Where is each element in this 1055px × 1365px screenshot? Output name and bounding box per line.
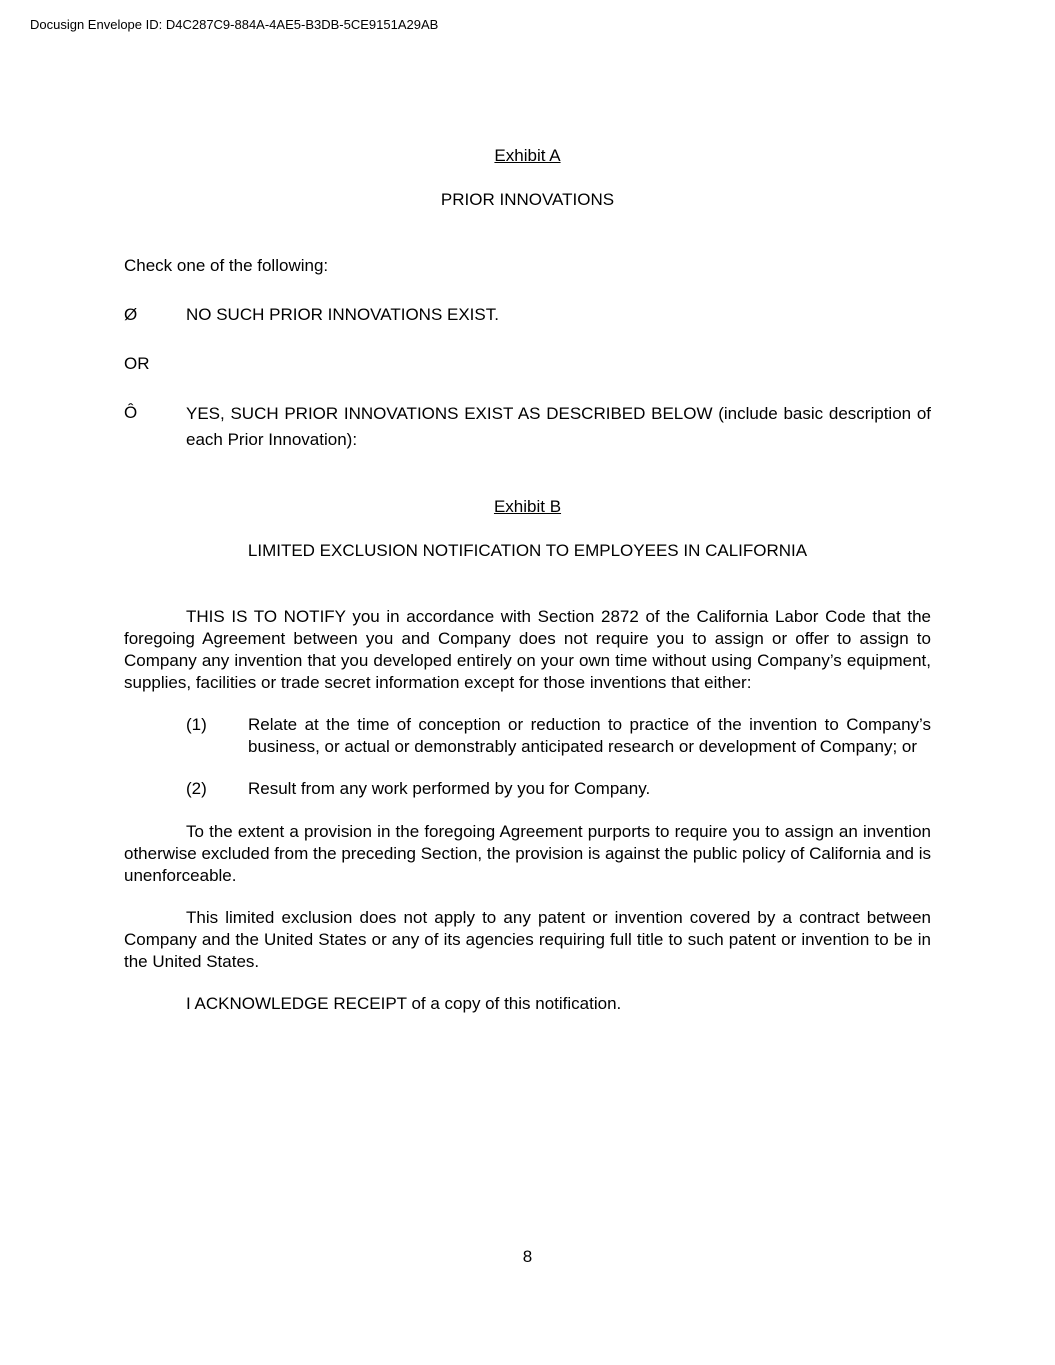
public-policy-paragraph: To the extent a provision in the foregoing Agreement purports to require you to assign an invention otherwise excluded from the preceding Section, the provision is against the public policy of California and is unenforceable. xyxy=(124,822,932,885)
exclusion-paragraph: This limited exclusion does not apply to any patent or invention covered by a contract between Company and the United States or any of its agencies requiring full title to such patent or invention to be in the United States. xyxy=(124,908,931,971)
list-item-text: Result from any work performed by you for Company. xyxy=(248,779,651,798)
check-instruction: Check one of the following: xyxy=(124,256,329,275)
page-number: 8 xyxy=(522,1247,533,1266)
list-item-number: (1) xyxy=(186,715,207,734)
checked-box-icon[interactable]: Ø xyxy=(124,305,138,324)
notification-paragraph: THIS IS TO NOTIFY you in accordance with Section 2872 of the California Labor Code that the foregoing Agreement between you and Company does not require you to assign or offer to assign to Company any invention that you developed entirely on your own time without using Company’s equipment, supplies, facilities or trade secret information except for those inventions that either: xyxy=(124,607,931,692)
docusign-envelope-id: Docusign Envelope ID: D4C287C9-884A-4AE5-B3DB-5CE9151A29AB xyxy=(30,17,439,32)
or-label: OR xyxy=(124,354,150,373)
list-item-text: Relate at the time of conception or reduction to practice of the invention to Company’s business, or actual or demonstrably anticipated research or development of Company; or xyxy=(248,715,931,756)
exhibit-b-title: Exhibit B xyxy=(493,497,562,516)
acknowledgement: I ACKNOWLEDGE RECEIPT of a copy of this notification. xyxy=(186,994,622,1013)
list-item-number: (2) xyxy=(186,779,207,798)
exhibit-a-title: Exhibit A xyxy=(494,146,561,165)
option-prior-innovations-exist: YES, SUCH PRIOR INNOVATIONS EXIST AS DESCRIBED BELOW (include basic description of each Prior Innovation): xyxy=(186,404,931,449)
exhibit-b-subtitle: LIMITED EXCLUSION NOTIFICATION TO EMPLOYEES IN CALIFORNIA xyxy=(247,541,808,560)
unchecked-box-icon[interactable]: Ô xyxy=(124,403,138,422)
option-no-prior-innovations: NO SUCH PRIOR INNOVATIONS EXIST. xyxy=(186,305,499,324)
exhibit-a-subtitle: PRIOR INNOVATIONS xyxy=(440,190,615,209)
